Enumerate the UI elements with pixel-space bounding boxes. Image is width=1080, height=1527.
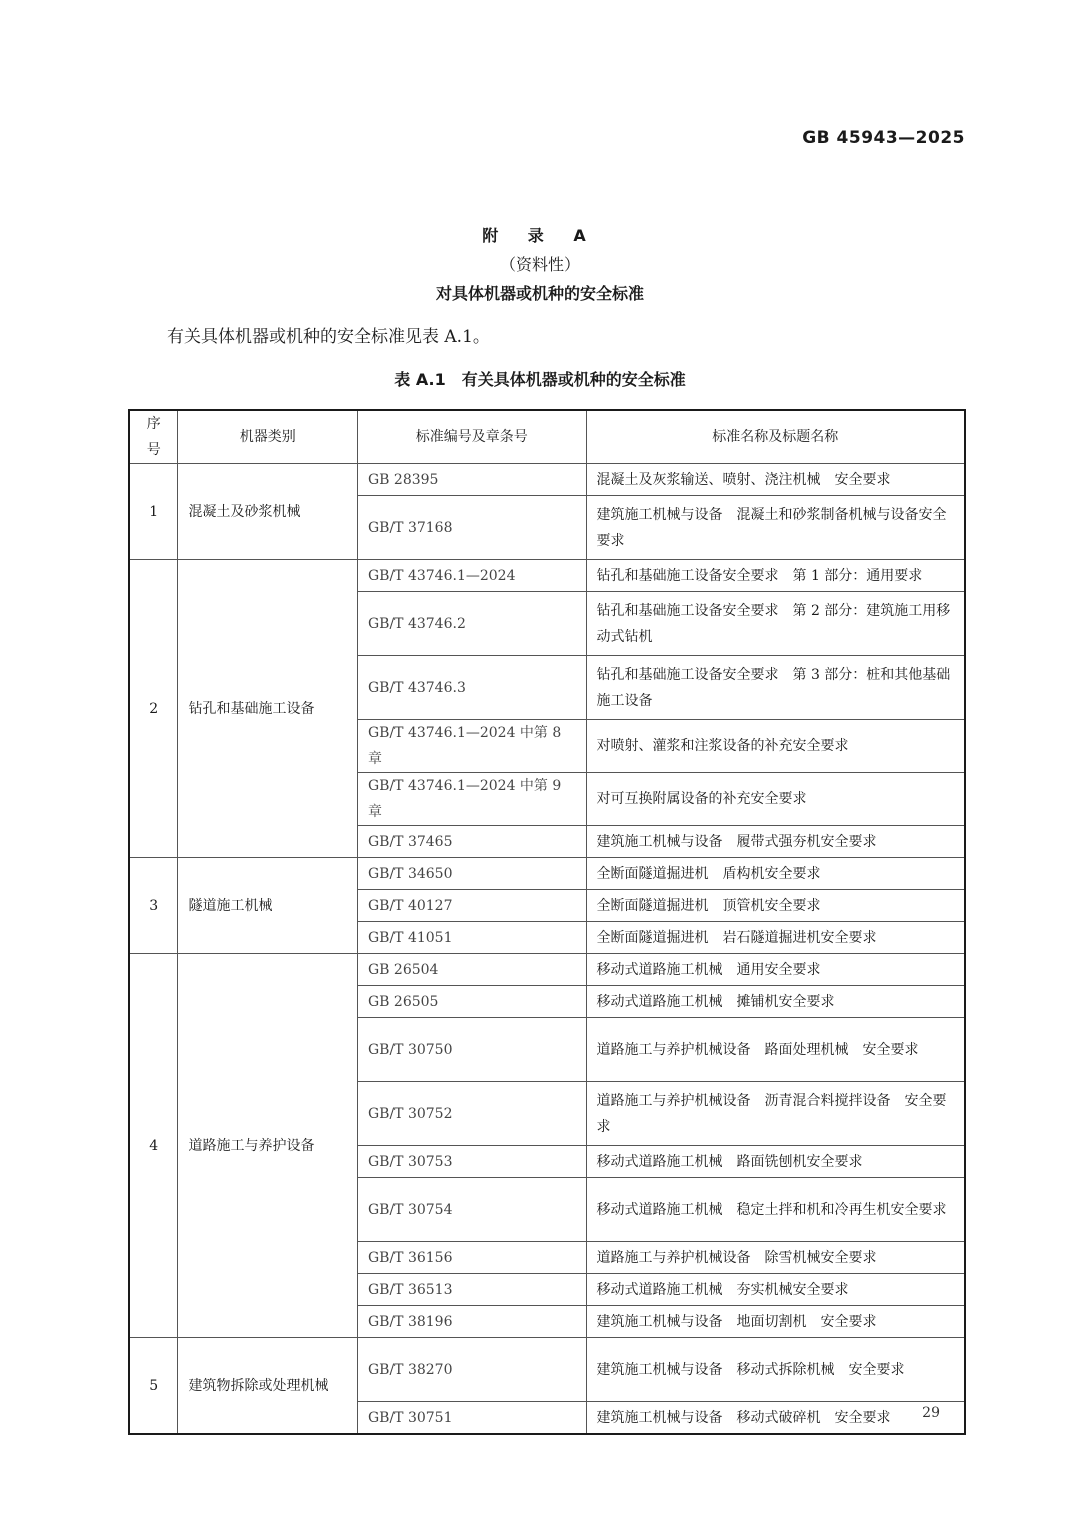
standard-name-cell: 钻孔和基础施工设备安全要求 第 1 部分：通用要求 [586, 560, 965, 592]
standard-number-cell: GB/T 43746.2 [357, 592, 586, 656]
standard-name-cell: 对可互换附属设备的补充安全要求 [586, 773, 965, 826]
header-standard-name: 标准名称及标题名称 [586, 410, 965, 464]
table-row [129, 954, 965, 986]
standard-number-cell: GB/T 41051 [357, 922, 586, 954]
category-cell: 钻孔和基础施工设备 [178, 560, 358, 858]
standard-number-cell: GB/T 30753 [357, 1146, 586, 1178]
standard-name-cell: 混凝土及灰浆输送、喷射、浇注机械 安全要求 [586, 464, 965, 496]
standard-number-cell: GB/T 43746.3 [357, 656, 586, 720]
standard-number-cell: GB/T 34650 [357, 858, 586, 890]
standard-name-cell: 建筑施工机械与设备 混凝土和砂浆制备机械与设备安全要求 [586, 496, 965, 560]
standard-number-cell: GB/T 30752 [357, 1082, 586, 1146]
standard-name-cell: 全断面隧道掘进机 岩石隧道掘进机安全要求 [586, 922, 965, 954]
standard-name-cell: 道路施工与养护机械设备 路面处理机械 安全要求 [586, 1018, 965, 1082]
standard-name-cell: 建筑施工机械与设备 履带式强夯机安全要求 [586, 826, 965, 858]
header-seq: 序号 [129, 410, 178, 464]
seq-cell: 1 [129, 464, 178, 560]
standard-name-cell: 移动式道路施工机械 通用安全要求 [586, 954, 965, 986]
standard-name-cell: 道路施工与养护机械设备 沥青混合料搅拌设备 安全要求 [586, 1082, 965, 1146]
standard-name-cell: 道路施工与养护机械设备 除雪机械安全要求 [586, 1242, 965, 1274]
standard-number-cell: GB/T 30750 [357, 1018, 586, 1082]
standard-number-cell: GB/T 43746.1—2024 中第 8 章 [357, 720, 586, 773]
appendix-title: 附 录 A [482, 226, 598, 245]
seq-cell: 3 [129, 858, 178, 954]
table-row [129, 1338, 965, 1402]
category-cell: 建筑物拆除或处理机械 [178, 1338, 358, 1435]
table-row [129, 858, 965, 890]
standard-number-cell: GB/T 38270 [357, 1338, 586, 1402]
table-header-row [129, 410, 965, 464]
standard-number-cell: GB/T 38196 [357, 1306, 586, 1338]
standard-number-cell: GB/T 30754 [357, 1178, 586, 1242]
standard-number-cell: GB/T 43746.1—2024 [357, 560, 586, 592]
standard-number-cell: GB/T 30751 [357, 1402, 586, 1435]
standard-code: GB 45943—2025 [802, 128, 965, 148]
standard-name-cell: 对喷射、灌浆和注浆设备的补充安全要求 [586, 720, 965, 773]
standard-number-cell: GB 28395 [357, 464, 586, 496]
standard-name-cell: 钻孔和基础施工设备安全要求 第 3 部分：桩和其他基础施工设备 [586, 656, 965, 720]
seq-cell: 2 [129, 560, 178, 858]
standard-name-cell: 移动式道路施工机械 夯实机械安全要求 [586, 1274, 965, 1306]
standard-number-cell: GB/T 40127 [357, 890, 586, 922]
table-row [129, 464, 965, 496]
standard-name-cell: 移动式道路施工机械 路面铣刨机安全要求 [586, 1146, 965, 1178]
table-row [129, 560, 965, 592]
seq-cell: 5 [129, 1338, 178, 1435]
standard-number-cell: GB/T 36513 [357, 1274, 586, 1306]
category-cell: 混凝土及砂浆机械 [178, 464, 358, 560]
standard-name-cell: 移动式道路施工机械 摊铺机安全要求 [586, 986, 965, 1018]
standard-name-cell: 建筑施工机械与设备 移动式破碎机 安全要求 [586, 1402, 965, 1435]
standard-name-cell: 全断面隧道掘进机 顶管机安全要求 [586, 890, 965, 922]
standard-number-cell: GB 26504 [357, 954, 586, 986]
standard-number-cell: GB/T 43746.1—2024 中第 9 章 [357, 773, 586, 826]
standard-name-cell: 建筑施工机械与设备 移动式拆除机械 安全要求 [586, 1338, 965, 1402]
appendix-nature: （资料性） [499, 255, 580, 274]
table-caption: 表 A.1 有关具体机器或机种的安全标准 [394, 370, 686, 389]
appendix-subject: 对具体机器或机种的安全标准 [435, 284, 644, 303]
standard-name-cell: 钻孔和基础施工设备安全要求 第 2 部分：建筑施工用移动式钻机 [586, 592, 965, 656]
header-standard-number: 标准编号及章条号 [357, 410, 586, 464]
intro-paragraph: 有关具体机器或机种的安全标准见表 A.1。 [167, 327, 490, 347]
standard-number-cell: GB/T 37168 [357, 496, 586, 560]
page-number: 29 [922, 1405, 940, 1421]
header-category: 机器类别 [178, 410, 358, 464]
standard-name-cell: 全断面隧道掘进机 盾构机安全要求 [586, 858, 965, 890]
standard-number-cell: GB 26505 [357, 986, 586, 1018]
category-cell: 隧道施工机械 [178, 858, 358, 954]
category-cell: 道路施工与养护设备 [178, 954, 358, 1338]
standard-name-cell: 建筑施工机械与设备 地面切割机 安全要求 [586, 1306, 965, 1338]
standards-table [128, 409, 966, 1435]
standard-number-cell: GB/T 36156 [357, 1242, 586, 1274]
standard-name-cell: 移动式道路施工机械 稳定土拌和机和冷再生机安全要求 [586, 1178, 965, 1242]
seq-cell: 4 [129, 954, 178, 1338]
standard-number-cell: GB/T 37465 [357, 826, 586, 858]
